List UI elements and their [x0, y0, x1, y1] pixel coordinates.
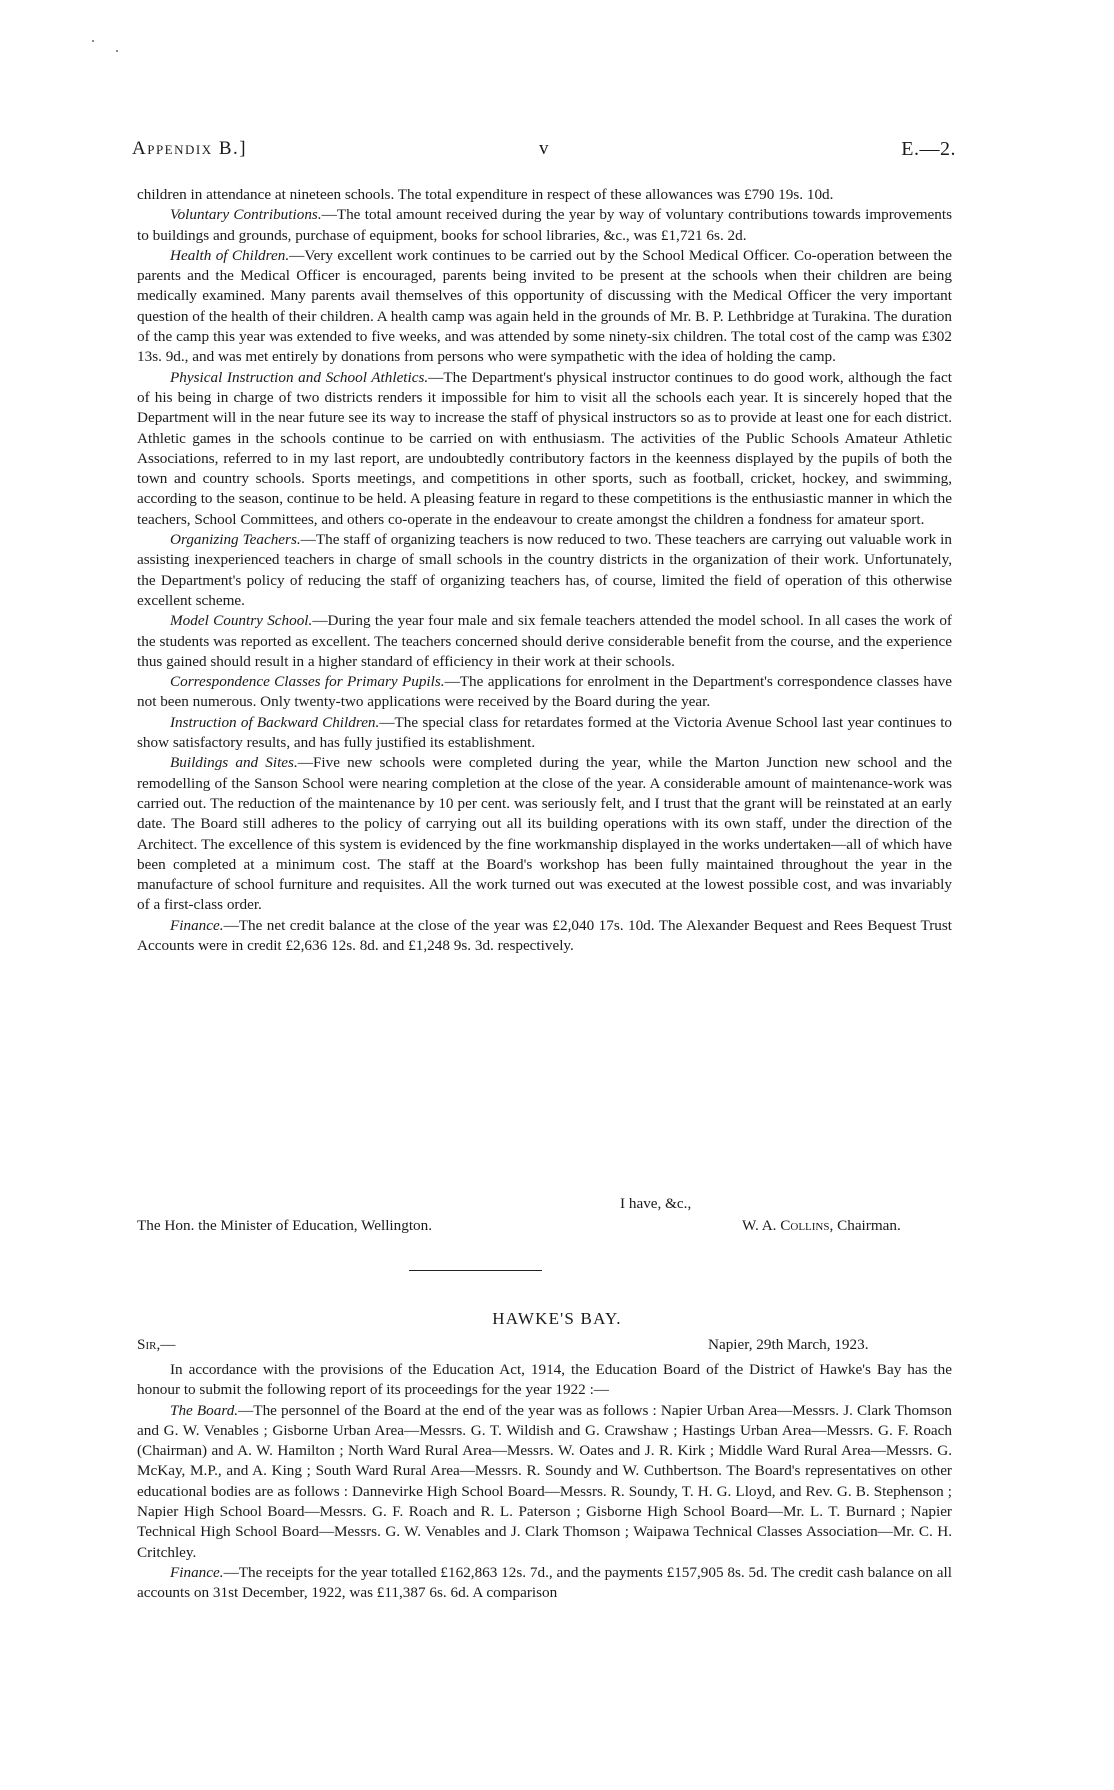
paragraph-heading: Finance. [170, 1563, 224, 1581]
paragraph-heading: Model Country School. [170, 612, 313, 630]
paragraph-organizing-teachers [137, 530, 952, 611]
paragraph-heading: Instruction of Backward Children. [170, 713, 380, 731]
paragraph-backward-children [137, 713, 952, 754]
appendix-label: Appendix B.] [132, 138, 248, 159]
paragraph-heading: The Board. [170, 1401, 239, 1419]
paragraph-heading: Physical Instruction and School Athletics. [170, 368, 429, 386]
paragraph-finance [137, 916, 952, 957]
paragraph-text: —The applications for enrolment in the Department's correspondence classes have not been numerous. Only twenty-two applications were received by the Board during the year. [137, 673, 952, 711]
paragraph-heading: Organizing Teachers. [170, 531, 301, 549]
report-body-1 [137, 185, 952, 956]
paragraph-text: —The staff of organizing teachers is now reduced to two. These teachers are carrying out valuable work in assisting inexperienced teachers in charge of small schools in the country districts in the organization of their work. Unfortunately, the Department's policy of reducing the staff of organizing teachers has, of course, limited the field of operation of this otherwise excellent scheme. [137, 531, 952, 609]
signature-title: , Chairman. [829, 1217, 901, 1234]
page-header [132, 138, 956, 168]
paragraph-text: —The receipts for the year totalled £162,863 12s. 7d., and the payments £157,905 8s. 5d. The credit cash balance on all accounts on 31st December, 1922, was £11,387 6s. 6d. A comparison [137, 1563, 952, 1602]
paragraph-heading: Correspondence Classes for Primary Pupils. [170, 673, 445, 691]
paragraph-finance-hawkes-bay [137, 1563, 952, 1604]
section-divider [409, 1270, 542, 1271]
paragraph-text: —During the year four male and six female teachers attended the model school. In all cases the work of the students was reported as excellent. The teachers concerned should derive considerable benefit from the course, and the experience thus gained should result in a higher standard of efficiency in their work at their schools. [137, 612, 952, 670]
signature [742, 1217, 901, 1235]
addressee: The Hon. the Minister of Education, Wellington. [137, 1217, 433, 1234]
paragraph-heading: Buildings and Sites. [170, 754, 298, 772]
paragraph-text: —The personnel of the Board at the end of the year was as follows : Napier Urban Area—Messrs. J. Clark Thomson and G. W. Venables ; Gisborne Urban Area—Messrs. G. T. Wildish and G. Crawshaw ; Hastings Urban Area—Messrs. G. F. Roach (Chairman) and A. W. Hamilton ; North Ward Rural Area—Messrs. W. Oates and J. R. Kirk ; Middle Ward Rural Area—Messrs. G. McKay, M.P., and A. King ; South Ward Rural Area—Messrs. R. Soundy and W. Cuthbertson. The Board's representatives on other educational bodies are as follows : Dannevirke High School Board—Messrs. R. Soundy, T. H. G. Lloyd, and Rev. G. B. Stephenson ; Napier High School Board—Messrs. G. F. Roach and R. L. Paterson ; Gisborne High School Board—Mr. L. T. Burnard ; Napier Technical High School Board—Messrs. G. W. Venables and J. Clark Thomson ; Waipawa Technical Classes Association—Mr. C. H. Critchley. [137, 1401, 953, 1561]
paragraph-text: —The total amount received during the year by way of voluntary contributions towards improvements to buildings and grounds, purchase of equipment, books for school libraries, &c., was £1,721 6s. 2d. [137, 206, 953, 244]
document-code: E.—2. [901, 138, 956, 160]
paragraph-buildings-and-sites [137, 753, 952, 915]
paragraph-physical-instruction [137, 368, 952, 530]
paragraph-heading: Finance. [170, 916, 224, 934]
paragraph-text: —The net credit balance at the close of the year was £2,040 17s. 10d. The Alexander Bequest and Rees Bequest Trust Accounts were in credit £2,636 12s. 8d. and £1,248 9s. 3d. respectively. [137, 916, 952, 954]
paragraph-health-of-children [137, 246, 952, 368]
paragraph-text: —Very excellent work continues to be carried out by the School Medical Officer. Co-operation between the parents and the Medical Officer is encouraged, parents being invited to be present at the schools when their children are being medically examined. Many parents avail themselves of this opportunity of discussing with the Medical Officer the very important question of the health of their children. A health camp was again held in the grounds of Mr. B. P. Lethbridge at Turakina. The duration of the camp this year was extended to five weeks, and was attended by some ninety-six children. The total cost of the camp was £302 13s. 9d., and was met entirely by donations from persons who were sympathetic with the idea of holding the camp. [137, 246, 952, 366]
paragraph-model-country-school [137, 611, 952, 672]
closing-greeting: I have, &c., [620, 1195, 692, 1212]
scan-speck [116, 50, 118, 52]
paragraph: children in attendance at nineteen schools. The total expenditure in respect of these allowances was £790 19s. 10d. [137, 186, 834, 203]
salutation: Sir,— [137, 1336, 176, 1353]
paragraph-text: —Five new schools were completed during the year, while the Marton Junction new school and the remodelling of the Sanson School were nearing completion at the close of the year. A considerable amount of maintenance-work was carried out. The reduction of the maintenance by 10 per cent. was seriously felt, and I trust that the grant will be reinstated at an early date. The Board still adheres to the policy of carrying out all its building operations with its own staff, under the direction of the Architect. The excellence of this system is evidenced by the fine workmanship displayed in the works undertaken—all of which have been completed at a minimum cost. The staff at the Board's workshop has been fully maintained throughout the year in the manufacture of school furniture and requisites. All the work turned out was executed at the lowest possible cost, and was invariably of a first-class order. [137, 754, 952, 914]
paragraph-the-board [137, 1401, 952, 1563]
paragraph-heading: Voluntary Contributions. [170, 206, 322, 224]
signature-name: W. A. Collins [742, 1217, 830, 1234]
paragraph-correspondence-classes [137, 672, 952, 713]
paragraph-intro: In accordance with the provisions of the Education Act, 1914, the Education Board of the District of Hawke's Bay has the honour to submit the following report of its proceedings for the year 1922 :— [137, 1361, 952, 1399]
paragraph-voluntary-contributions [137, 205, 952, 246]
paragraph-text: —The Department's physical instructor continues to do good work, although the fact of his being in charge of two districts renders it impossible for him to visit all the schools each year. It is sincerely hoped that the Department will in the near future see its way to increase the staff of physical instructors so as to provide at least one for each district. Athletic games in the schools continue to be carried on with enthusiasm. The activities of the Public Schools Amateur Athletic Associations, referred to in my last report, are undoubtedly contributory factors in the keenness displayed by the pupils of both the town and country schools. Sports meetings, and competitions in other sports, such as football, cricket, hockey, and swimming, according to the season, continue to be held. A pleasing feature in regard to these competitions is the enthusiastic manner in which the teachers, School Committees, and others co-operate in the endeavour to create amongst the children a fondness for amateur sport. [137, 368, 952, 528]
report-body-2 [137, 1360, 952, 1604]
paragraph-heading: Health of Children. [170, 246, 290, 264]
letter-date: Napier, 29th March, 1923. [708, 1336, 869, 1353]
section-title: HAWKE'S BAY. [492, 1309, 622, 1328]
paragraph-text: —The special class for retardates formed at the Victoria Avenue School last year continues to show satisfactory results, and has fully justified its establishment. [137, 713, 953, 752]
page-number: v [539, 138, 549, 159]
letter-signoff [137, 1195, 952, 1239]
scan-speck [92, 40, 94, 42]
